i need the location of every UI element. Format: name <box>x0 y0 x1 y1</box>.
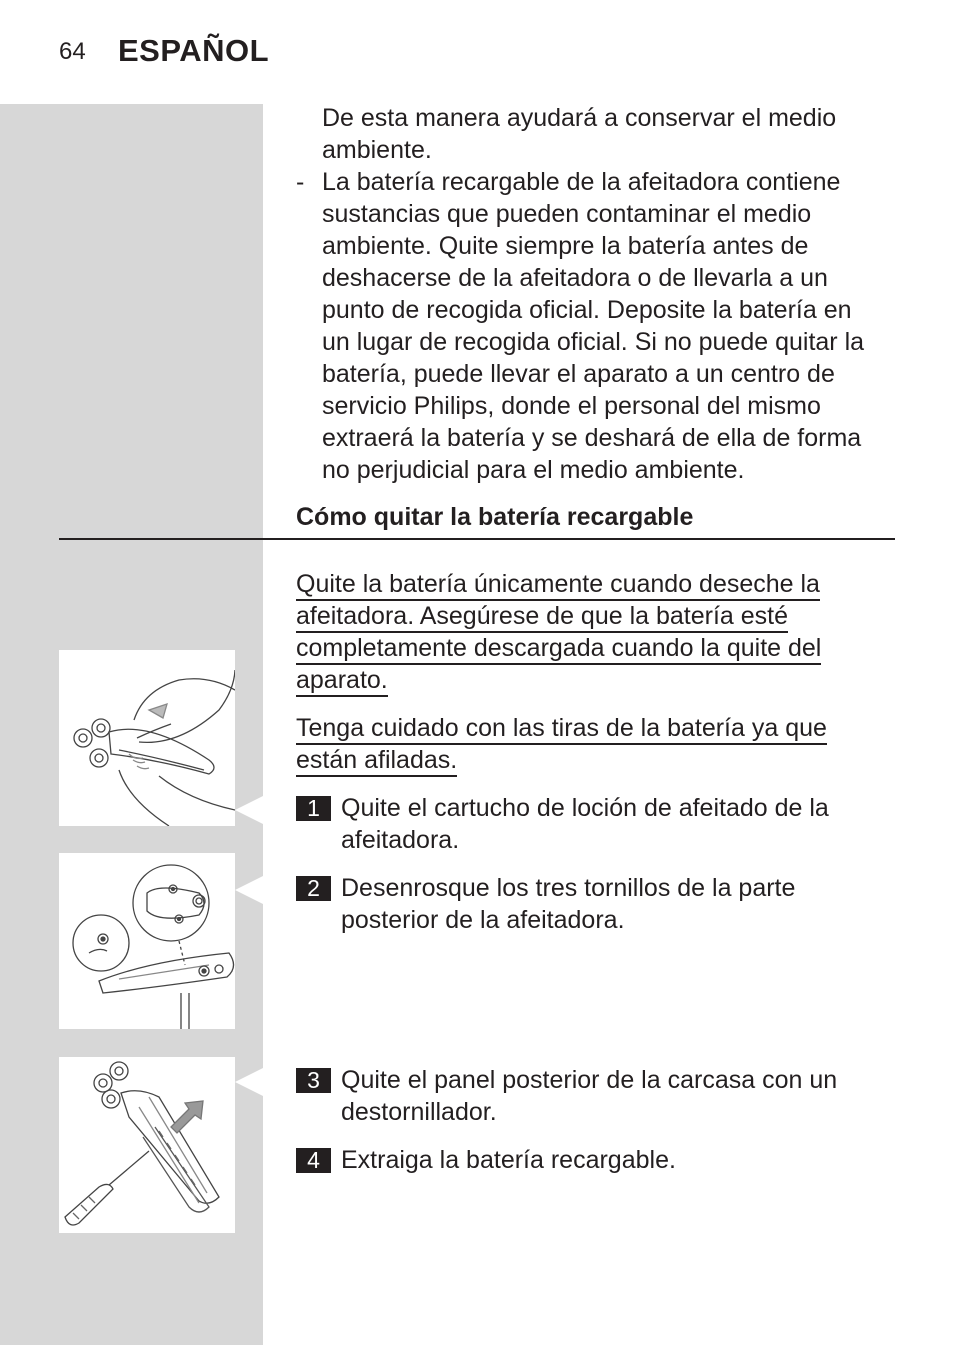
illustration-unscrew-back <box>59 853 235 1029</box>
section-heading: Cómo quitar la batería recargable <box>296 503 694 531</box>
intro-paragraph: De esta manera ayudará a conservar el medio ambiente. <box>322 104 837 164</box>
warning-discharge <box>296 568 856 696</box>
illustration-remove-cartridge <box>59 650 235 826</box>
pointer-arrow-icon <box>235 1062 265 1102</box>
warning-sharp-strips <box>296 712 856 776</box>
step-number: 3 <box>296 1068 331 1093</box>
step-number: 1 <box>296 796 331 821</box>
step-text: Quite el cartucho de loción de afeitado de la afeitadora. <box>341 794 829 854</box>
warning-sharp-strips-text: Tenga cuidado con las tiras de la batería ya que están afiladas. <box>296 714 827 777</box>
battery-disposal-bullet: La batería recargable de la afeitadora contiene sustancias que pueden contaminar el medio ambiente. Quite siempre la batería antes de deshacerse de la afeitadora o de llevarla a un punto de recogida oficial. Deposite la batería en un lugar de recogida oficial. Si no puede quitar la batería, puede llevar el aparato a un centro de servicio Philips, donde el personal del mismo extraerá la batería y se deshará de ella de forma no perjudicial para el medio ambiente. <box>322 168 865 484</box>
step-text: Desenrosque los tres tornillos de la parte posterior de la afeitadora. <box>341 874 796 934</box>
illustration-remove-panel <box>59 1057 235 1233</box>
bullet-dash: - <box>296 168 305 196</box>
step-number: 2 <box>296 876 331 901</box>
page-number: 64 <box>59 38 86 65</box>
step-number: 4 <box>296 1148 331 1173</box>
step-text: Quite el panel posterior de la carcasa con un destornillador. <box>341 1066 838 1126</box>
section-rule <box>59 538 895 540</box>
step-text: Extraiga la batería recargable. <box>341 1146 676 1174</box>
pointer-arrow-icon <box>235 790 265 830</box>
language-title: ESPAÑOL <box>118 33 270 68</box>
pointer-arrow-icon <box>235 870 265 910</box>
warning-discharge-text: Quite la batería únicamente cuando deseche la afeitadora. Asegúrese de que la batería esté completamente descargada cuando la quite del aparato. <box>296 570 821 697</box>
